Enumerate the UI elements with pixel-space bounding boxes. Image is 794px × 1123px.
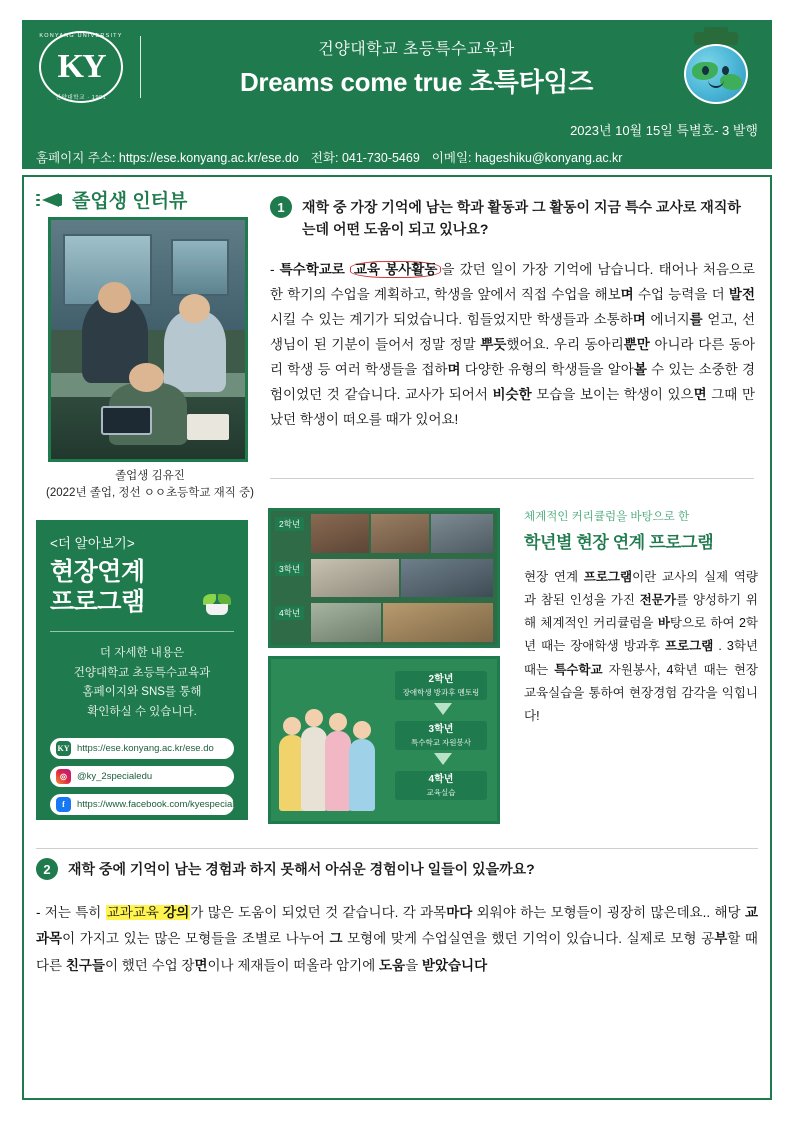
question-2 <box>36 858 758 880</box>
question-1 <box>270 196 752 241</box>
question-2-divider <box>36 848 758 849</box>
logo-arc-bottom-text: 건양대학교 · 1991 <box>55 95 107 101</box>
interview-section-heading <box>36 186 187 213</box>
newsletter-title: Dreams come true 초특타임즈 <box>239 66 594 97</box>
flow-step-grade2 <box>395 671 487 700</box>
masthead-divider <box>140 36 141 98</box>
email-link[interactable]: 이메일: hageshiku@konyang.ac.kr <box>431 150 623 165</box>
homepage-link[interactable]: 홈페이지 주소: https://ese.konyang.ac.kr/ese.do <box>36 150 299 165</box>
university-logo <box>22 20 140 114</box>
social-links <box>50 738 234 815</box>
more-info-title-line1: 현장연계 <box>50 558 145 586</box>
desc-line-4: 확인하실 수 있습니다. <box>87 705 197 718</box>
program-body: 현장 연계 프로그램이란 교사의 실제 역량과 참된 인성을 가진 전문가를 양성하기 위해 체계적인 커리큘럼을 바탕으로 하여 2학년 때는 장애학생 방과후 프로그램 . 3학년 때는 특수학교 자원봉사, 4학년 때는 현장 교육실습을 통하여 현장경험 감각을 익힙니다! <box>524 570 759 723</box>
down-arrow-icon-1 <box>434 703 452 715</box>
question-2-number: 2 <box>36 858 58 880</box>
question-2-text: 재학 중에 기억이 남는 경험과 하지 못해서 아쉬운 경험이나 일들이 있을까요? <box>68 861 535 877</box>
more-info-description <box>50 644 234 722</box>
link-facebook-text: https://www.facebook.com/kyespecial <box>77 799 234 811</box>
megaphone-icon <box>36 190 64 210</box>
link-homepage[interactable] <box>50 738 234 759</box>
instagram-icon: ◎ <box>56 769 71 784</box>
logo-arc-top-text: KONYANG UNIVERSITY <box>39 33 123 39</box>
masthead-title-group <box>141 36 772 99</box>
link-instagram-text: @ky_2specialedu <box>77 771 153 783</box>
answer-2-text: - 저는 특히 교과교육 강의가 많은 도움이 되었던 것 같습니다. 각 과목마다 외워야 하는 모형들이 굉장히 많은데요.. 해당 교과목이 가지고 있는 많은 모형들을 조별로 나누어 그 모형에 맞게 수업실연을 했던 기억이 있습니다. 실제로 모형 공부할 때 다른 친구들이 했던 수업 장면이나 제재들이 떠올라 암기에 도움을 받았습니다 <box>36 905 758 973</box>
program-kicker: 체계적인 커리큘럼을 바탕으로 한 <box>524 511 690 523</box>
down-arrow-icon-2 <box>434 753 452 765</box>
desc-line-3: 홈페이지와 SNS를 통해 <box>82 686 202 699</box>
program-flow-illustration <box>268 656 500 824</box>
more-info-kicker: <더 알아보기> <box>50 536 135 551</box>
department-subtitle: 건양대학교 초등특수교육과 <box>318 40 515 58</box>
collage-tag-grade3: 3학년 <box>275 562 304 576</box>
question-1-number: 1 <box>270 196 292 218</box>
interview-divider <box>270 478 754 479</box>
earth-mascot-icon <box>680 32 754 106</box>
flow-step-grade4-detail: 교육실습 <box>426 787 456 797</box>
flow-step-grade3-year: 3학년 <box>428 724 454 735</box>
link-instagram[interactable] <box>50 766 234 787</box>
collage-tag-grade2: 2학년 <box>275 517 304 531</box>
caption-line-1: 졸업생 김유진 <box>115 470 185 482</box>
question-1-text: 재학 중 가장 기억에 남는 학과 활동과 그 활동이 지금 특수 교사로 재직하는데 어떤 도움이 되고 있나요? <box>302 199 741 238</box>
program-title: 학년별 현장 연계 프로그램 <box>524 533 714 552</box>
graduate-photo-caption <box>30 468 270 501</box>
link-facebook[interactable] <box>50 794 234 815</box>
more-info-panel <box>36 520 248 820</box>
flow-step-grade4-year: 4학년 <box>428 774 454 785</box>
program-photo-collage <box>268 508 500 648</box>
graduate-photo <box>48 217 248 462</box>
desc-line-2: 건양대학교 초등특수교육과 <box>73 666 211 679</box>
sprout-icon <box>202 589 232 615</box>
students-illustration <box>279 683 383 811</box>
flow-step-grade2-detail: 장애학생 방과후 멘토링 <box>402 687 480 697</box>
flow-step-grade4 <box>395 771 487 800</box>
more-info-title <box>50 558 234 617</box>
more-info-title-line2: 프로그램 <box>50 587 145 616</box>
logo-ky-text: KY <box>57 48 105 85</box>
contact-bar <box>22 144 772 172</box>
panel-divider <box>50 631 234 632</box>
desc-line-1: 더 자세한 내용은 <box>99 647 185 659</box>
flow-step-grade2-year: 2학년 <box>428 674 454 685</box>
flow-step-grade3-detail: 특수학교 자원봉사 <box>410 737 472 747</box>
ky-logo-icon: KY <box>56 741 71 756</box>
flow-step-grade3 <box>395 721 487 750</box>
phone-text: 전화: 041-730-5469 <box>310 150 420 165</box>
link-homepage-text: https://ese.konyang.ac.kr/ese.do <box>77 743 214 755</box>
caption-line-2: (2022년 졸업, 정선 ㅇㅇ초등학교 재직 중) <box>46 486 254 499</box>
facebook-icon: f <box>56 797 71 812</box>
issue-date: 2023년 10월 15일 특별호- 3 발행 <box>22 114 772 144</box>
interview-section-title: 졸업생 인터뷰 <box>72 191 188 212</box>
answer-1-text: - 특수학교로 교육 봉사활동 을 갔던 일이 가장 기억에 남습니다. 태어나 처음으로 한 학기의 수업을 계획하고, 학생을 앞에서 직접 수업을 해보며 수업 능력을 더 발전시킬 수 있는 계기가 되었습니다. 힘들었지만 학생들과 소통하며 에너지를 얻고, 선생님이 된 기분이 들어서 정말 정말 뿌듯했어요. 우리 동아리뿐만 아니라 다른 동아리 학생 등 여러 학생들을 접하며 다양한 유형의 학생들을 알아볼 수 있는 소중한 경험이었던 것 같습니다. 교사가 되어서 비슷한 모습을 보이는 학생이 있으면 그때 만났던 학생이 떠오를 때가 있어요! <box>270 262 756 427</box>
collage-tag-grade4: 4학년 <box>275 606 304 620</box>
masthead <box>22 20 772 114</box>
